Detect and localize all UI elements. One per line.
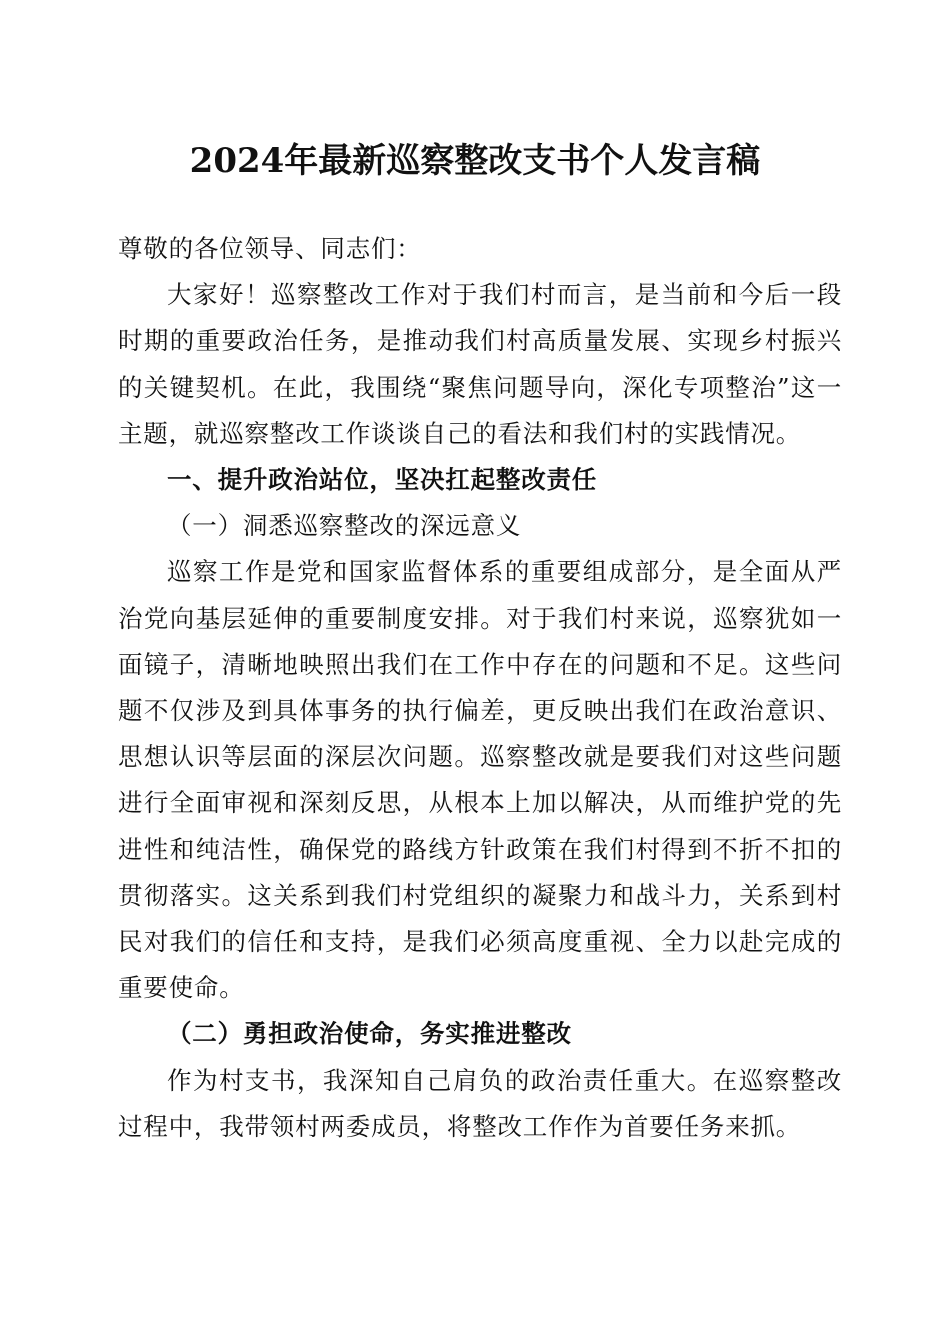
document-title: 2024年最新巡察整改支书个人发言稿 <box>189 141 761 181</box>
section-heading-1: 一、提升政治站位，坚决扛起整改责任 <box>167 465 598 495</box>
subsection-heading-2: （二）勇担政治使命，务实推进整改 <box>167 1019 572 1049</box>
document-body <box>118 226 842 1150</box>
subsection-2-paragraph: 作为村支书，我深知自己肩负的政治责任重大。在巡察整改过程中，我带领村两委成员，将整改工作作为首要任务来抓。 <box>118 1065 842 1141</box>
subsection-1-paragraph: 巡察工作是党和国家监督体系的重要组成部分，是全面从严治党向基层延伸的重要制度安排。对于我们村来说，巡察犹如一面镜子，清晰地映照出我们在工作中存在的问题和不足。这些问题不仅涉及到具体事务的执行偏差，更反映出我们在政治意识、思想认识等层面的深层次问题。巡察整改就是要我们对这些问题进行全面审视和深刻反思，从根本上加以解决，从而维护党的先进性和纯洁性，确保党的路线方针政策在我们村得到不折不扣的贯彻落实。这关系到我们村党组织的凝聚力和战斗力，关系到村民对我们的信任和支持，是我们必须高度重视、全力以赴完成的重要使命。 <box>118 557 842 1003</box>
salutation: 尊敬的各位领导、同志们： <box>118 234 422 263</box>
intro-paragraph: 大家好！巡察整改工作对于我们村而言，是当前和今后一段时期的重要政治任务，是推动我们村高质量发展、实现乡村振兴的关键契机。在此，我围绕“聚焦问题导向，深化专项整治”这一主题，就巡察整改工作谈谈自己的看法和我们村的实践情况。 <box>118 280 842 448</box>
subsection-heading-1: （一）洞悉巡察整改的深远意义 <box>167 511 522 541</box>
